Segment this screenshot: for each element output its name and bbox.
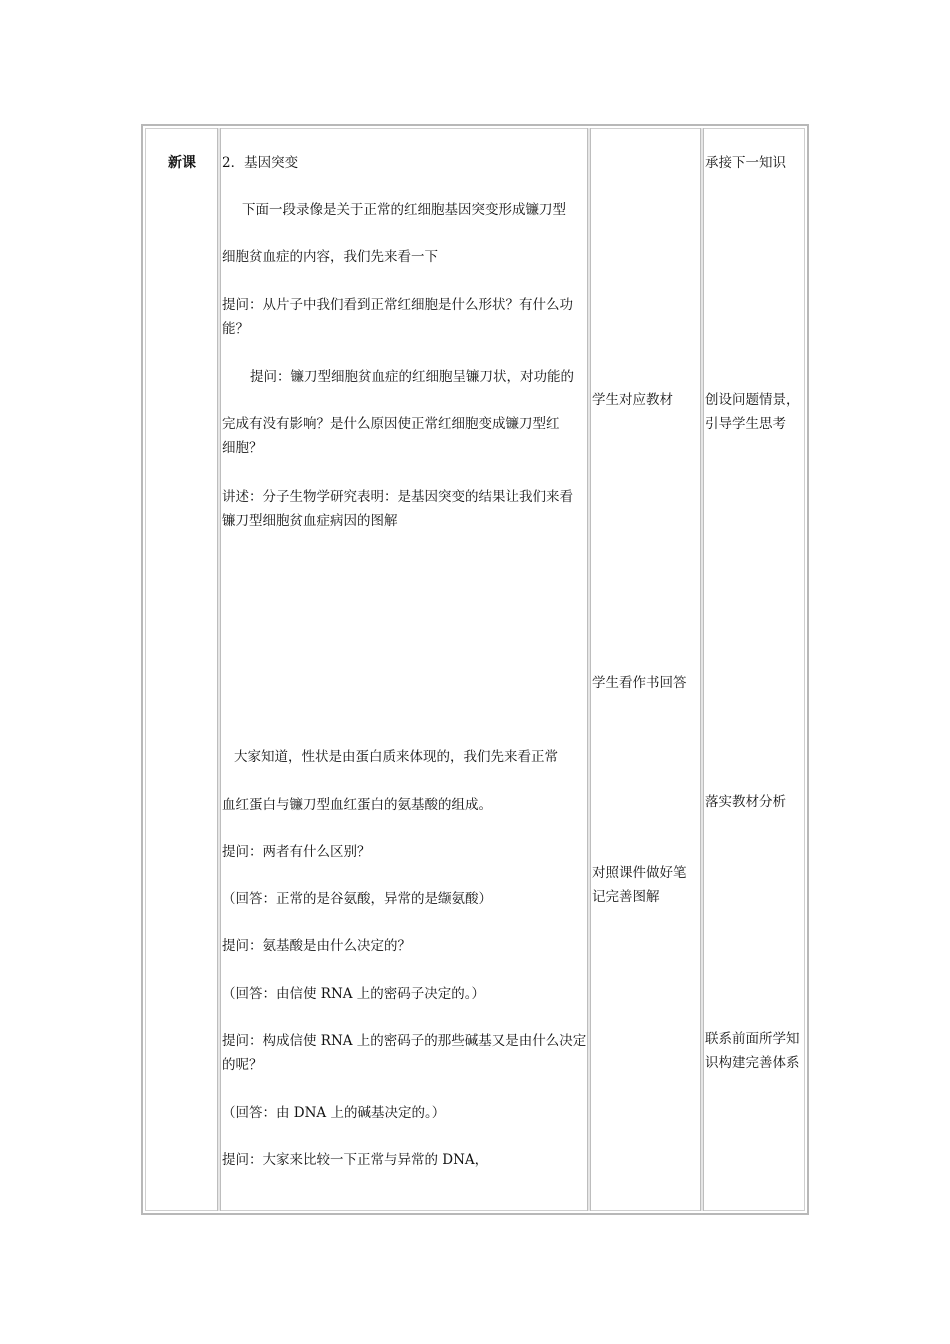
- column-divider-3: [700, 128, 704, 1211]
- intent-line: 引导学生思考: [705, 416, 786, 432]
- student-line: 记完善图解: [592, 889, 660, 905]
- teacher-line: 讲述：分子生物学研究表明：是基因突变的结果让我们来看: [222, 489, 573, 505]
- intent-line: 承接下一知识: [705, 155, 786, 171]
- column-divider-2: [587, 128, 591, 1211]
- teacher-line: 完成有没有影响？是什么原因使正常红细胞变成镰刀型红: [222, 416, 560, 432]
- intent-line: 识构建完善体系: [705, 1055, 800, 1071]
- student-line: 对照课件做好笔: [592, 865, 687, 881]
- teacher-line: 下面一段录像是关于正常的红细胞基因突变形成镰刀型: [242, 202, 566, 218]
- intent-line: 落实教材分析: [705, 794, 786, 810]
- teacher-line: 2．基因突变: [222, 155, 299, 171]
- teacher-line: 细胞贫血症的内容，我们先来看一下: [222, 249, 438, 265]
- intent-line: 创设问题情景，: [705, 392, 800, 408]
- teacher-line: 提问：从片子中我们看到正常红细胞是什么形状？有什么功: [222, 297, 573, 313]
- teacher-line: 能？: [222, 321, 249, 337]
- teacher-line: 细胞？: [222, 440, 263, 456]
- column-divider-1: [217, 128, 221, 1211]
- teacher-line: （回答：由信使 RNA 上的密码子决定的。）: [222, 986, 486, 1002]
- teacher-line: 提问：镰刀型细胞贫血症的红细胞呈镰刀状，对功能的: [250, 369, 574, 385]
- teacher-line: （回答：由 DNA 上的碱基决定的。）: [222, 1105, 446, 1121]
- teacher-line: 血红蛋白与镰刀型血红蛋白的氨基酸的组成。: [222, 797, 492, 813]
- teacher-line: 提问：构成信使 RNA 上的密码子的那些碱基又是由什么决定: [222, 1033, 587, 1049]
- intent-line: 联系前面所学知: [705, 1031, 800, 1047]
- teacher-line: 提问：两者有什么区别？: [222, 844, 371, 860]
- teacher-line: （回答：正常的是谷氨酸，异常的是缬氨酸）: [222, 891, 492, 907]
- section-label: 新课: [168, 155, 196, 171]
- student-line: 学生看作书回答: [592, 675, 687, 691]
- teacher-line: 的呢？: [222, 1057, 263, 1073]
- teacher-line: 大家知道，性状是由蛋白质来体现的，我们先来看正常: [234, 749, 558, 765]
- teacher-line: 提问：氨基酸是由什么决定的？: [222, 938, 411, 954]
- teacher-line: 镰刀型细胞贫血症病因的图解: [222, 513, 398, 529]
- student-line: 学生对应教材: [592, 392, 673, 408]
- teacher-line: 提问：大家来比较一下正常与异常的 DNA，: [222, 1152, 489, 1168]
